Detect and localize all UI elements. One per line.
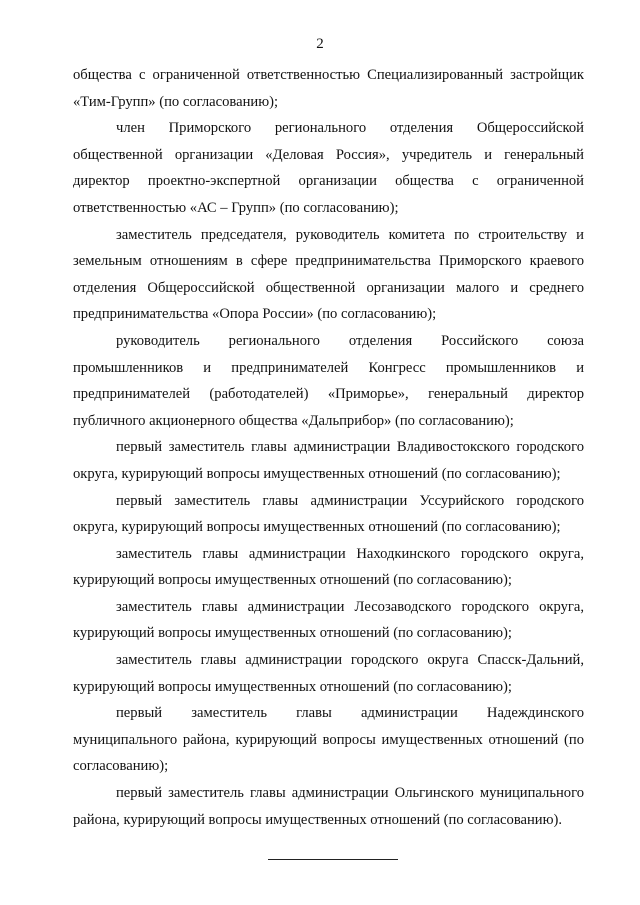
paragraph-continuation: общества с ограниченной ответственностью Специализированный застройщик «Тим-Групп» (по согласованию); <box>73 67 584 110</box>
document-body <box>73 62 584 833</box>
paragraph-rspp-primorye: руководитель регионального отделения Российского союза промышленников и предпринимателей Конгресс промышленников и предпринимателей (работодателей) «Приморье», генеральный директор публичного акционерного общества «Дальприбор» (по согласованию); <box>73 332 584 429</box>
paragraph-nakhodka: заместитель главы администрации Находкинского городского округа, курирующий вопросы имущественных отношений (по согласованию); <box>73 545 584 589</box>
paragraph-opora-rossii: заместитель председателя, руководитель комитета по строительству и земельным отношениям в сфере предпринимательства Приморского краевого отделения Общероссийской общественной организации малого и среднего предпринимательства «Опора России» (по согласованию); <box>73 226 584 323</box>
page-number: 2 <box>316 36 324 52</box>
paragraph-olginsky: первый заместитель главы администрации Ольгинского муниципального района, курирующий вопросы имущественных отношений (по согласованию). <box>73 785 584 828</box>
paragraph-vladivostok: первый заместитель главы администрации Владивостокского городского округа, курирующий вопросы имущественных отношений (по согласованию); <box>73 439 584 482</box>
paragraph-lesozavodsk: заместитель главы администрации Лесозаводского городского округа, курирующий вопросы имущественных отношений (по согласованию); <box>73 598 584 642</box>
paragraph-spassk-dalniy: заместитель главы администрации городского округа Спасск-Дальний, курирующий вопросы имущественных отношений (по согласованию); <box>73 652 584 695</box>
paragraph-member-delovaya-rossiya: член Приморского регионального отделения Общероссийской общественной организации «Деловая Россия», учредитель и генеральный директор проектно-экспертной организации общества с ограниченной ответственностью «АС – Групп» (по согласованию); <box>73 120 584 216</box>
paragraph-nadezhdinsky: первый заместитель главы администрации Надеждинского муниципального района, курирующий вопросы имущественных отношений (по согласованию); <box>73 705 584 775</box>
end-divider-line <box>268 859 398 860</box>
paragraph-ussuriysk: первый заместитель главы администрации Уссурийского городского округа, курирующий вопросы имущественных отношений (по согласованию); <box>73 492 584 536</box>
